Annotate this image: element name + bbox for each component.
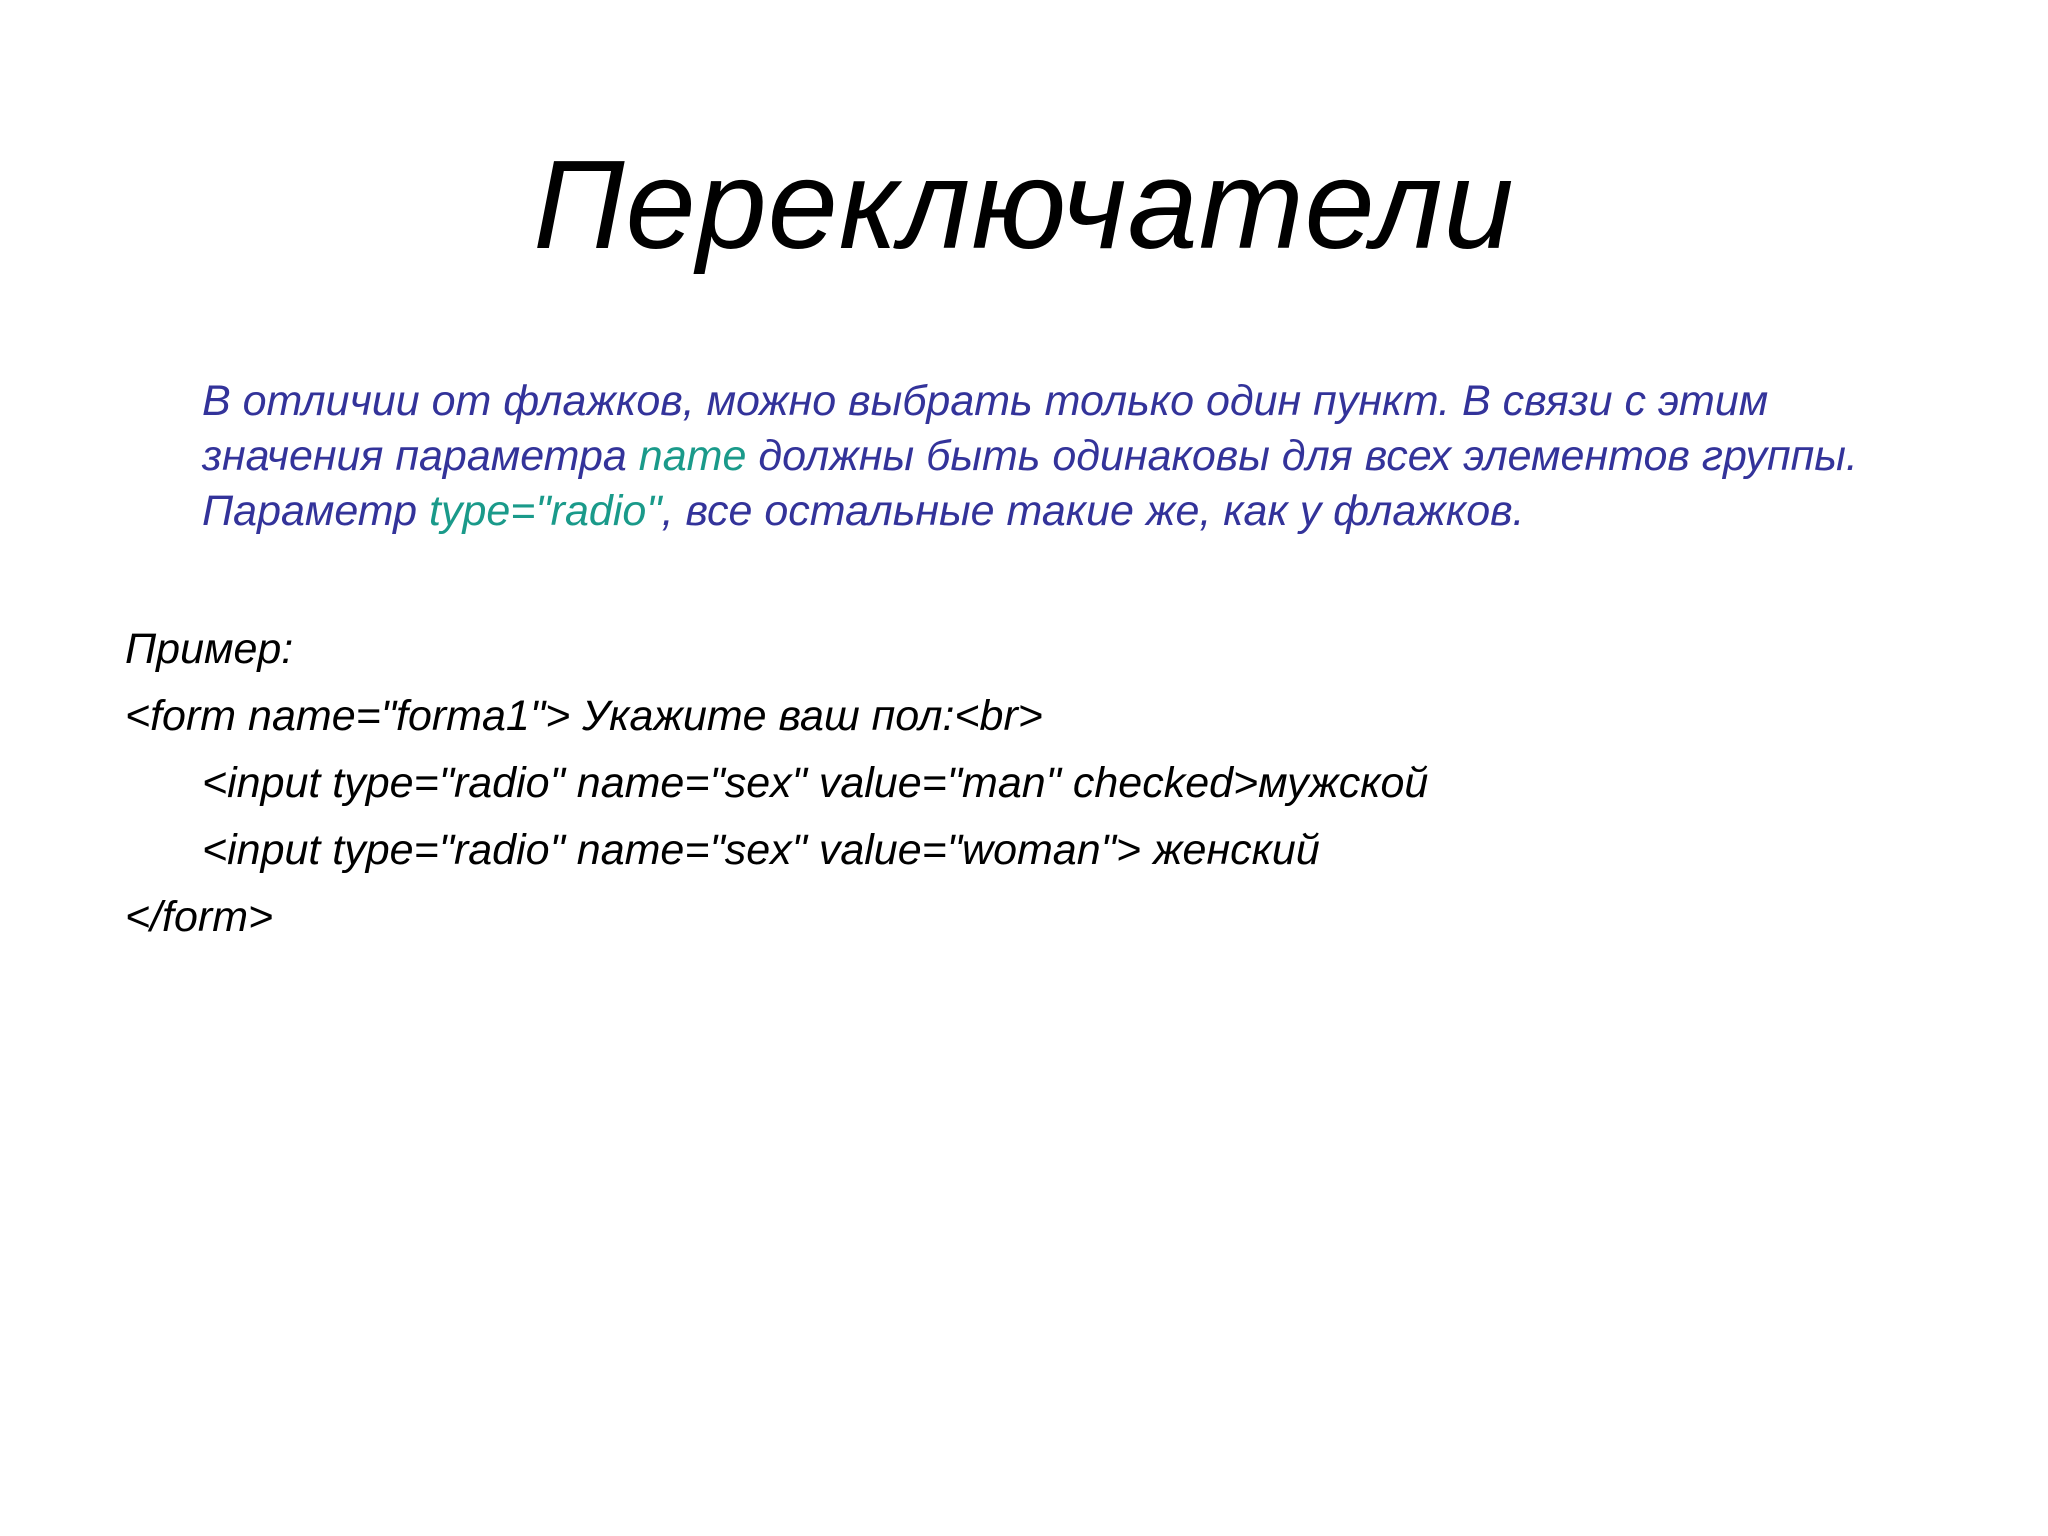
example-label: Пример: xyxy=(125,625,294,673)
code-line-form-close: </form> xyxy=(125,893,274,941)
intro-text-part-2: должны быть одинаковы для всех элементов группы. Параметр xyxy=(202,432,1858,535)
code-line-form-open: <form name="forma1"> Укажите ваш пол:<br> xyxy=(125,692,1043,740)
keyword-type-radio: type="radio" xyxy=(429,487,662,535)
intro-text-part-3: , все остальные такие же, как у флажков. xyxy=(661,487,1525,535)
example-block xyxy=(125,616,1925,951)
intro-text-part-1: В отличии от флажков, можно выбрать только один пункт. В связи с этим значения параметра xyxy=(202,377,1769,480)
slide-title: Переключатели xyxy=(533,134,1515,275)
code-line-radio-woman: <input type="radio" name="sex" value="woman"> женский xyxy=(202,826,1320,874)
code-line-radio-man: <input type="radio" name="sex" value="man" checked>мужской xyxy=(202,759,1429,807)
keyword-name: name xyxy=(638,432,747,480)
intro-paragraph xyxy=(202,374,1922,539)
